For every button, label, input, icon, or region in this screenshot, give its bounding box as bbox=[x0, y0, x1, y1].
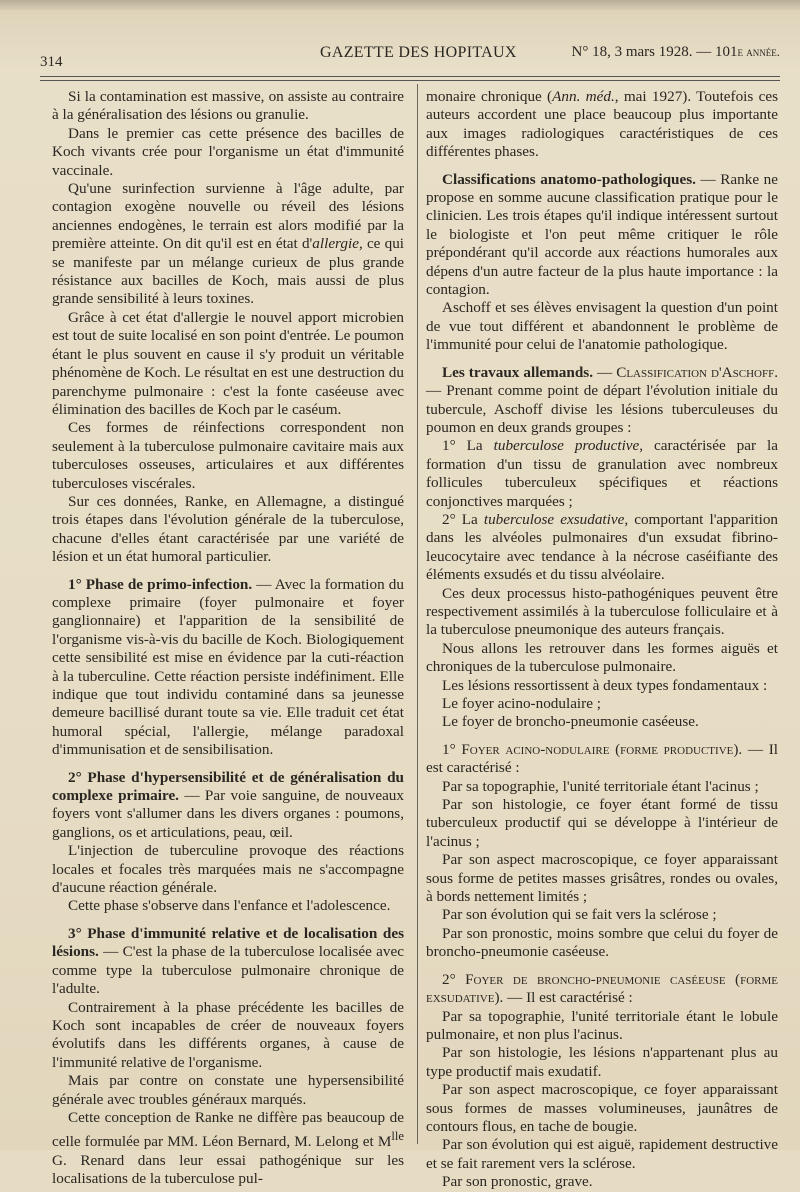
text-run: — Par voie sanguine, de nouveaux foyers vont s'allumer dans les divers organes : poumons, ganglions, os et articulations, peau, œil. bbox=[52, 787, 404, 841]
paragraph-phase-3 bbox=[52, 925, 404, 999]
text-run: , comportant l'apparition dans les alvéoles pulmonaires d'un exsudat fibrino-leucocytaire avec tendance à la nécrose caséifiante des éléments exsudés et du tissu alvéolaire. bbox=[426, 510, 779, 584]
text-run: — Avec la formation du complexe primaire (foyer pulmonaire et foyer ganglionnaire) et l'apparition de la sensibilité de l'organisme vis-à-vis du bacille de Koch. Biologiquement cette sensibilité est mise en évidence par la cuti-réaction à la tuberculine. Cette réaction persiste indéfiniment. Elle indique que tout individu contaminé dans sa jeunesse demeure bacillisé durant toute sa vie. Elle traduit cet état humoral spécial, l'allergie, mélange paradoxal d'immunisation et de sensibilisation. bbox=[52, 575, 404, 759]
paragraph: Par son aspect macroscopique, ce foyer apparaissant sous forme de petites masses grisâtres, rondes ou ovales, à bords nettement limités ; bbox=[426, 851, 778, 906]
paragraph-classifications bbox=[426, 171, 778, 300]
paragraph: Par son histologie, les lésions n'appartenant plus au type productif mais exudatif. bbox=[426, 1044, 778, 1080]
paragraph: Sur ces données, Ranke, en Allemagne, a distingué trois étapes dans l'évolution générale de la tuberculose, chacune d'elles étant caractérisée par une variété de lésion et un état humoral particulier. bbox=[52, 492, 404, 566]
list-item: Le foyer acino-nodulaire ; bbox=[442, 695, 601, 712]
text-run: — Il est caractérisé : bbox=[503, 989, 633, 1007]
issue-year: e année. bbox=[737, 44, 780, 59]
paragraph-foyer-1 bbox=[426, 741, 778, 778]
paragraph: Les lésions ressortissent à deux types fondamentaux : bbox=[442, 676, 768, 694]
paragraph: Par sa topographie, l'unité territoriale étant le lobule pulmonaire, et non plus l'acinus. bbox=[426, 1007, 778, 1043]
italic-term: tuberculose productive bbox=[493, 437, 640, 455]
right-column bbox=[426, 88, 778, 1192]
paragraph bbox=[426, 511, 778, 585]
italic-term: tuberculose exsudative bbox=[483, 510, 625, 528]
superscript: lle bbox=[391, 1129, 404, 1144]
header-rule-bottom bbox=[40, 80, 780, 81]
paragraph: Ces deux processus histo-pathogéniques peuvent être respectivement assimilés à la tuberculose folliculaire et à la tuberculose pneumonique des auteurs français. bbox=[426, 584, 778, 639]
text-run: — Ranke ne propose en somme aucune classification pratique pour le clinicien. Les trois étapes qu'il indique intéressent surtout le biologiste et l'on peut même critiquer le rôle prépondérant qu'il accorde aux réactions humorales aux dépens d'un autre facteur de la plus haute importance : la contagion. bbox=[426, 170, 778, 299]
text-run: , caractérisée par la formation d'un tissu de granulation avec nombreux follicules tuberculeux spécifiques et réactions conjonctives marquées ; bbox=[426, 437, 778, 510]
text-run: — Il est caractérisé : bbox=[426, 740, 778, 777]
subheading-smallcaps: Classification d'Aschoff. bbox=[616, 363, 779, 381]
italic-citation: Ann. méd. bbox=[552, 88, 615, 105]
paragraph: Par son pronostic, moins sombre que celui du foyer de broncho-pneumonie caséeuse. bbox=[426, 924, 778, 961]
text-run: — C'est la phase de la tuberculose localisée avec comme type la tuberculose pulmonaire chronique de l'adulte. bbox=[52, 943, 404, 998]
italic-term: allergie bbox=[312, 235, 359, 253]
issue-info bbox=[572, 44, 781, 61]
left-column bbox=[52, 88, 404, 1189]
column-divider bbox=[417, 84, 418, 1144]
paragraph: Si la contamination est massive, on assiste au contraire à la généralisation des lésions ou granulie. bbox=[52, 88, 404, 124]
text-run: — bbox=[593, 363, 617, 381]
header-rule-top bbox=[40, 76, 780, 77]
paragraph: L'injection de tuberculine provoque des réactions locales et focales très marquées mais ne s'accompagne d'aucune réaction générale. bbox=[52, 842, 404, 897]
paragraph: Cette phase s'observe dans l'enfance et l'adolescence. bbox=[68, 897, 391, 915]
journal-title: GAZETTE DES HOPITAUX bbox=[320, 44, 517, 61]
page-header bbox=[40, 44, 780, 70]
paragraph: Par son pronostic, grave. bbox=[442, 1173, 593, 1191]
page-top-edge bbox=[0, 0, 800, 10]
section-heading: Les travaux allemands. bbox=[442, 363, 594, 381]
paragraph: Par son évolution qui est aiguë, rapidement destructive et se fait rarement vers la sclérose. bbox=[426, 1136, 778, 1172]
text-run: 2° La bbox=[442, 510, 484, 528]
text-run: 1° La bbox=[442, 437, 494, 455]
list-item: Le foyer de broncho-pneumonie caséeuse. bbox=[442, 713, 699, 731]
section-heading: Classifications anatomo-pathologiques. bbox=[442, 170, 696, 188]
paragraph: Grâce à cet état d'allergie le nouvel apport microbien est tout de suite localisé en son point d'entrée. Le poumon étant le plus souvent en cause il s'y produit un véritable phénomène de Koch. Le résultat en est une destruction du parenchyme pulmonaire : c'est la fonte caséeuse avec élimination des bacilles de Koch par le caséum. bbox=[52, 308, 404, 418]
paragraph-travaux bbox=[426, 364, 778, 438]
page-number: 314 bbox=[40, 54, 63, 70]
section-heading: 1° Phase de primo-infection. bbox=[68, 575, 253, 593]
paragraph: Dans le premier cas cette présence des bacilles de Koch vivants crée pour l'organisme un état d'immunité vaccinale. bbox=[52, 124, 404, 179]
paragraph: Mais par contre on constate une hypersensibilité générale avec troubles généraux marqués. bbox=[52, 1072, 404, 1108]
section-heading: 2° Phase d'hypersensibilité et de généralisation du complexe primaire. bbox=[52, 768, 404, 805]
paragraph bbox=[52, 180, 404, 309]
paragraph-phase-2 bbox=[52, 769, 404, 843]
paragraph: Nous allons les retrouver dans les formes aiguës et chroniques de la tuberculose pulmonaire. bbox=[426, 639, 778, 676]
text-run: — Prenant comme point de départ l'évolution initiale du tubercule, Aschoff divise les lésions tuberculeuses du poumon en deux grands groupes : bbox=[426, 382, 778, 436]
section-heading: 3° Phase d'immunité relative et de localisation des lésions. bbox=[52, 924, 404, 961]
paragraph bbox=[426, 437, 778, 511]
subheading-smallcaps: 2° Foyer de broncho-pneumonie caséeuse (forme exsudative). bbox=[426, 970, 778, 1007]
text-run: Cette conception de Ranke ne diffère pas beaucoup de celle formulée par MM. Léon Bernard, M. Lelong et M bbox=[52, 1108, 404, 1151]
paragraph: Par son aspect macroscopique, ce foyer apparaissant sous formes de masses volumineuses, jaunâtres de contours flous, en tache de bougie. bbox=[426, 1081, 778, 1135]
text-run: , mai 1927). Toutefois ces auteurs accordent une place beaucoup plus importante aux images radiologiques caractéristiques de ces différentes phases. bbox=[426, 88, 778, 161]
paragraph: Ces formes de réinfections correspondent non seulement à la tuberculose pulmonaire cavitaire mais aux tuberculoses osseuses, articulaires et aux différentes tuberculoses viscérales. bbox=[52, 419, 404, 492]
paragraph: Par sa topographie, l'unité territoriale étant l'acinus ; bbox=[442, 777, 759, 795]
paragraph-phase-1 bbox=[52, 576, 404, 760]
paragraph: Aschoff et ses élèves envisagent la question d'un point de vue tout différent et abandonnent le problème de l'immunité pour celui de l'anatomie pathologique. bbox=[426, 299, 778, 354]
paragraph-foyer-2 bbox=[426, 971, 778, 1008]
paragraph bbox=[52, 1109, 404, 1189]
text-run: G. Renard dans leur essai pathogénique sur les localisations de la tuberculose pul- bbox=[52, 1151, 404, 1188]
paragraph: Par son histologie, ce foyer étant formé de tissu tuberculeux productif qui se développe à l'intérieur de l'acinus ; bbox=[426, 796, 778, 850]
text-run: , ce qui se manifeste par un mélange curieux de plus grande résistance aux bacilles de Koch, mais aussi de plus grande sensibilité à leurs toxines. bbox=[52, 235, 405, 308]
subheading-smallcaps: 1° Foyer acino-nodulaire (forme productive). bbox=[442, 740, 743, 758]
text-run: Qu'une surinfection survienne à l'âge adulte, par contagion exogène nouvelle ou réveil des lésions anciennes endogènes, le terrain est alors modifié par la première atteinte. On dit qu'il est en état d' bbox=[52, 180, 404, 253]
issue-date: N° 18, 3 mars 1928. — 101 bbox=[571, 44, 738, 60]
text-run: monaire chronique ( bbox=[426, 88, 553, 105]
paragraph: Par son évolution qui se fait vers la sclérose ; bbox=[442, 906, 717, 924]
paragraph: Contrairement à la phase précédente les bacilles de Koch sont incapables de créer de nouveaux foyers évolutifs dans les différents organes, à cause de l'immunité relative de l'organisme. bbox=[52, 998, 404, 1071]
paragraph-continued bbox=[426, 88, 778, 162]
